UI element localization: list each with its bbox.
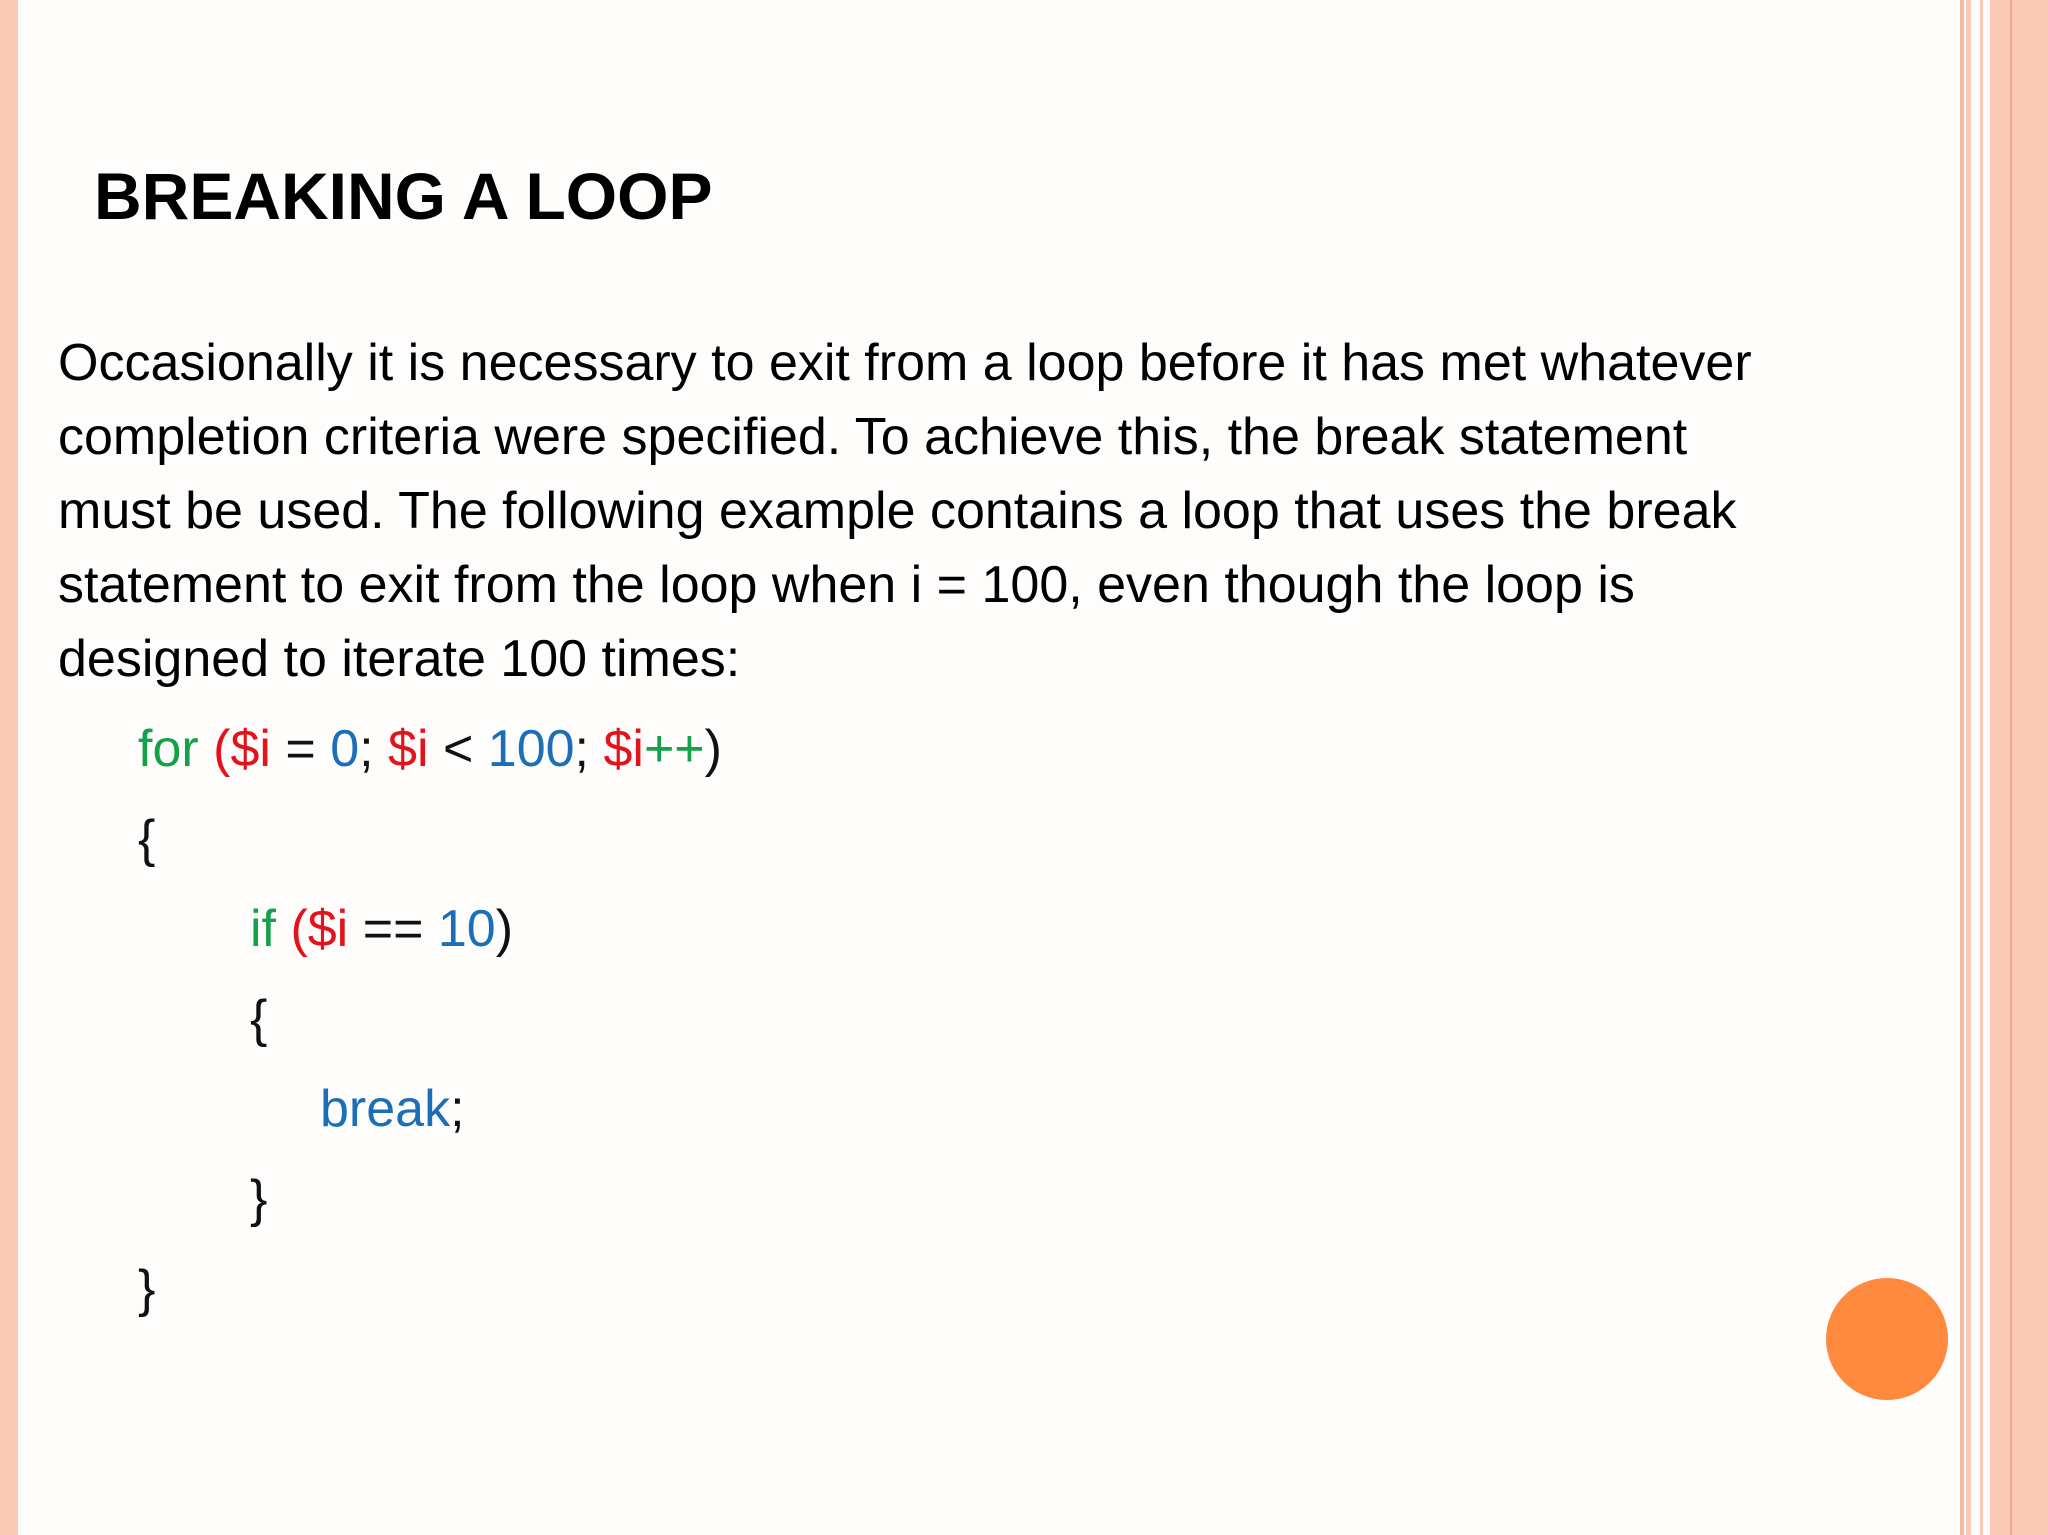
code-brace: } bbox=[250, 1170, 268, 1228]
slide-paragraph bbox=[58, 326, 1948, 696]
code-line-if bbox=[250, 884, 513, 974]
code-keyword: for bbox=[138, 720, 199, 778]
right-border-stripe bbox=[1990, 0, 2010, 1535]
right-border-stripe bbox=[2012, 0, 2048, 1535]
code-semicolon: ; bbox=[574, 720, 604, 778]
code-paren: ( bbox=[198, 720, 231, 778]
code-line-for bbox=[138, 704, 722, 794]
code-variable: $i bbox=[230, 720, 271, 778]
code-keyword: break bbox=[320, 1080, 451, 1138]
left-border-stripe bbox=[0, 0, 18, 1535]
right-border-stripe bbox=[1966, 0, 1971, 1535]
code-line-brace bbox=[138, 794, 155, 884]
code-number: 100 bbox=[487, 720, 575, 778]
paragraph-line: completion criteria were specified. To achieve this, the break statement bbox=[58, 408, 1688, 466]
slide-title: BREAKING A LOOP bbox=[94, 159, 713, 233]
paragraph-line: designed to iterate 100 times: bbox=[58, 630, 741, 688]
code-variable: $i bbox=[603, 720, 644, 778]
code-brace: { bbox=[138, 810, 156, 868]
code-operator: < bbox=[428, 720, 488, 778]
code-paren: ( bbox=[276, 900, 308, 958]
code-semicolon: ; bbox=[359, 720, 389, 778]
right-border-stripe bbox=[1960, 0, 1964, 1535]
code-variable: $i bbox=[388, 720, 429, 778]
right-border-stripe bbox=[1980, 0, 1983, 1535]
orange-circle-decoration bbox=[1826, 1278, 1948, 1400]
paragraph-line: Occasionally it is necessary to exit from a loop before it has met whatever bbox=[58, 334, 1752, 392]
code-semicolon: ; bbox=[450, 1080, 465, 1138]
code-operator: = bbox=[270, 720, 331, 778]
code-line-brace bbox=[250, 974, 267, 1064]
code-number: 10 bbox=[437, 900, 496, 958]
code-paren: ) bbox=[704, 720, 722, 778]
code-paren: ) bbox=[495, 900, 514, 958]
code-line-brace bbox=[250, 1154, 267, 1244]
code-line-brace bbox=[138, 1244, 155, 1334]
code-operator: == bbox=[348, 900, 438, 958]
code-keyword: if bbox=[250, 900, 276, 958]
code-variable: $i bbox=[307, 900, 349, 958]
code-brace: { bbox=[250, 990, 268, 1048]
code-operator: ++ bbox=[643, 720, 705, 778]
paragraph-line: statement to exit from the loop when i = 100, even though the loop is bbox=[58, 556, 1635, 614]
code-number: 0 bbox=[330, 720, 360, 778]
code-brace: } bbox=[138, 1260, 156, 1318]
paragraph-line: must be used. The following example contains a loop that uses the break bbox=[58, 482, 1737, 540]
code-line-break bbox=[320, 1064, 465, 1154]
